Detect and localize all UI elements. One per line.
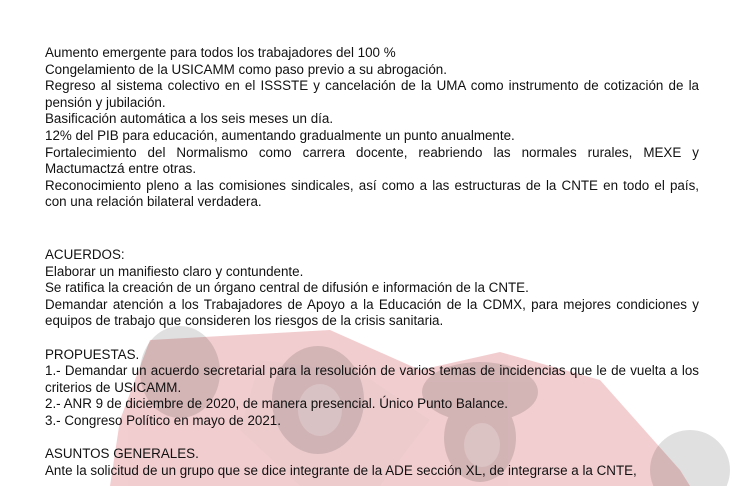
acuerdos-section xyxy=(45,247,699,330)
asunto-item: Ante la solicitud de un grupo que se dice integrante de la ADE sección XL, de integrarse a la CNTE, xyxy=(45,462,637,478)
asuntos-heading: ASUNTOS GENERALES. xyxy=(45,446,199,462)
demand-item: Aumento emergente para todos los trabajadores del 100 % xyxy=(45,45,396,60)
propuesta-item: 3.- Congreso Político en mayo de 2021. xyxy=(45,412,281,428)
demand-item: Fortalecimiento del Normalismo como carrera docente, reabriendo las normales rurales, MEXE y Mactumactzá entre otras. xyxy=(45,144,699,177)
demand-item: Reconocimiento pleno a las comisiones sindicales, así como a las estructuras de la CNTE en todo el país, con una relación bilateral verdadera. xyxy=(45,177,699,210)
demand-item: Regreso al sistema colectivo en el ISSSTE y cancelación de la UMA como instrumento de cotización de la pensión y jubilación. xyxy=(45,78,699,110)
demands-list xyxy=(45,45,699,211)
propuesta-item: 2.- ANR 9 de diciembre de 2020, de manera presencial. Único Punto Balance. xyxy=(45,396,508,412)
acuerdo-item: Elaborar un manifiesto claro y contundente. xyxy=(45,263,304,279)
demand-item: Basificación automática a los seis meses un día. xyxy=(45,111,334,127)
propuestas-section xyxy=(45,347,699,430)
asuntos-section xyxy=(45,446,699,479)
propuestas-heading: PROPUESTAS. xyxy=(45,346,140,362)
acuerdo-item: Se ratifica la creación de un órgano central de difusión e información de la CNTE. xyxy=(45,280,529,296)
demand-item: 12% del PIB para educación, aumentando gradualmente un punto anualmente. xyxy=(45,127,515,143)
acuerdos-heading: ACUERDOS: xyxy=(45,246,125,262)
document-body xyxy=(45,45,699,479)
acuerdo-item: Demandar atención a los Trabajadores de Apoyo a la Educación de la CDMX, para mejores condiciones y equipos de trabajo que consideren los riesgos de la crisis sanitaria. xyxy=(45,296,699,329)
propuesta-item: 1.- Demandar un acuerdo secretarial para la resolución de varios temas de incidencias que le de vuelta a los criterios de USICAMM. xyxy=(45,363,699,395)
demand-item: Congelamiento de la USICAMM como paso previo a su abrogación. xyxy=(45,61,447,77)
